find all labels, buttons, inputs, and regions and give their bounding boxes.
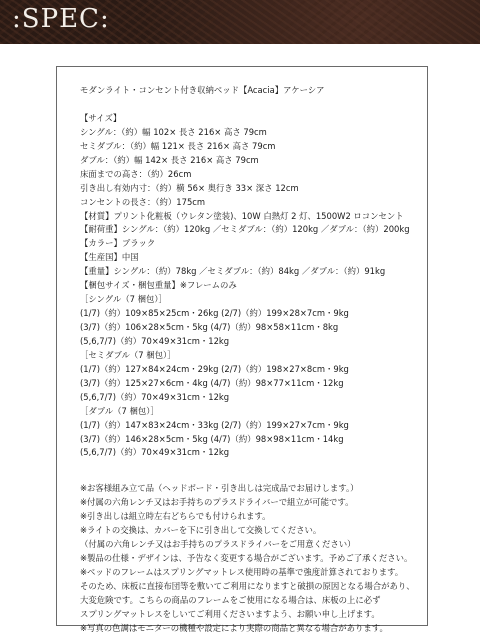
package-line: (1/7)（約）127×84×24cm・29kg (2/7)（約）198×27×8cm・9kg	[80, 363, 349, 374]
package-line: (5,6,7/7)（約）70×49×31cm・12kg	[80, 335, 230, 346]
material: 【材質】プリント化粧板（ウレタン塗装)、10W 白熱灯 2 灯、1500W2 ロコンセント	[80, 210, 404, 221]
package-line: (3/7)（約）146×28×5cm・5kg (4/7)（約）98×98×11cm・14kg	[80, 433, 344, 444]
note-line: 大変危険です。こちらの商品のフレームをご使用になる場合は、床板の上に必ず	[80, 594, 381, 605]
size-heading: 【サイズ】	[80, 112, 122, 123]
size-double: ダブル：（約）幅 142× 長さ 216× 高さ 79cm	[80, 154, 259, 165]
note-line: ※付属の六角レンチ又はお手持ちのプラスドライバーで組立が可能です。	[80, 497, 354, 508]
spec-content	[80, 84, 420, 636]
package-line: (5,6,7/7)（約）70×49×31cm・12kg	[80, 391, 230, 402]
note-line: （付属の六角レンチ又はお手持ちのプラスドライバーをご用意ください）	[80, 539, 356, 550]
product-title: モダンライト・コンセント付き収納ベッド【Acacia】アケーシア	[80, 85, 325, 95]
size-single: シングル：（約）幅 102× 長さ 216× 高さ 79cm	[80, 126, 267, 137]
spec-header-banner	[0, 0, 480, 44]
notes-section	[80, 482, 420, 635]
size-semi-double: セミダブル：（約）幅 121× 長さ 216× 高さ 79cm	[80, 140, 276, 151]
package-double-heading: ［ダブル（7 梱包）］	[80, 405, 159, 416]
load-capacity: 【耐荷重】シングル：（約）120kg ／セミダブル：（約）120kg ／ダブル：（約）200kg	[80, 224, 410, 235]
note-line: そのため、床板に直接布団等を敷いてご利用になりますと破損の原因となる場合があり、	[80, 580, 415, 591]
package-line: (5,6,7/7)（約）70×49×31cm・12kg	[80, 447, 230, 458]
note-line: ※ベッドのフレームはスプリングマットレス使用時の基準で強度計算されております。	[80, 567, 404, 577]
outlet-cord-length: コンセントの長さ：（約）175cm	[80, 196, 206, 207]
spec-section	[80, 210, 420, 461]
package-line: (3/7)（約）106×28×5cm・5kg (4/7)（約）98×58×11cm・8kg	[80, 322, 339, 332]
weight: 【重量】シングル：（約）78kg ／セミダブル：（約）84kg ／ダブル：（約）91kg	[80, 266, 386, 277]
drawer-inner-size: 引き出し有効内寸：（約）横 56× 奥行き 33× 深さ 12cm	[80, 182, 299, 193]
package-line: (1/7)（約）109×85×25cm・26kg (2/7)（約）199×28×7cm・9kg	[80, 308, 349, 319]
note-line: スプリングマットレスをしいてご利用くださいますよう、お願い申し上げます。	[80, 608, 380, 619]
note-line: ※製品の仕様・デザインは、予告なく変更する場合がございます。予めご了承ください。	[80, 553, 413, 564]
package-line: (1/7)（約）147×83×24cm・33kg (2/7)（約）199×27×7cm・9kg	[80, 419, 349, 430]
package-semi-double-heading: ［セミダブル（7 梱包）］	[80, 349, 176, 360]
spec-title: :SPEC:	[12, 4, 110, 34]
package-single-heading: ［シングル（7 梱包）］	[80, 294, 167, 305]
note-line: ※お客様組み立て品（ヘッドボード・引き出しは完成品でお届けします。）	[80, 483, 359, 494]
note-line: ※写真の色調はモニターの機種や設定により実際の商品と異なる場合があります。	[80, 622, 388, 633]
size-section	[80, 112, 420, 210]
country-of-origin: 【生産国】中国	[80, 252, 139, 263]
floor-height: 床面までの高さ：（約）26cm	[80, 168, 192, 179]
package-heading: 【梱包サイズ・梱包重量】※フレームのみ	[80, 280, 237, 291]
color: 【カラー】ブラック	[80, 238, 156, 249]
note-line: ※ライトの交換は、カバーを下に引き出して交換してください。	[80, 525, 322, 536]
package-line: (3/7)（約）125×27×6cm・4kg (4/7)（約）98×77×11cm・12kg	[80, 377, 344, 388]
note-line: ※引き出しは組立時左右どちらでも付けられます。	[80, 511, 271, 522]
section-spacer	[80, 460, 420, 482]
